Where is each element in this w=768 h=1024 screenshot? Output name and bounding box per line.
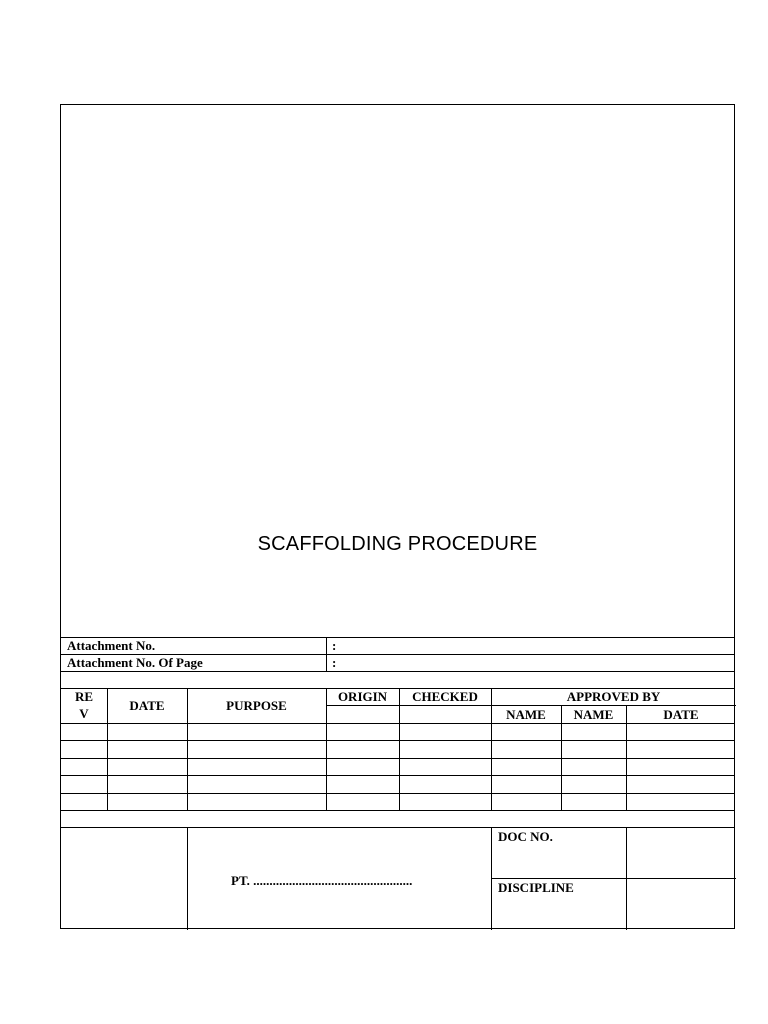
approved-name2-header: NAME (573, 707, 614, 722)
footer-right-divider (491, 878, 736, 879)
attachment-pages-label: Attachment No. Of Page (67, 655, 203, 670)
attachment-bottom-rule (61, 671, 734, 672)
revision-row-rule (61, 775, 734, 776)
approved-by-header: APPROVED BY (566, 689, 661, 704)
attachment-divider (326, 637, 327, 671)
document-title: SCAFFOLDING PROCEDURE (257, 533, 538, 555)
checked-header: CHECKED (412, 689, 478, 704)
origin-header: ORIGIN (337, 689, 388, 704)
subheader-rule (326, 705, 736, 706)
attachment-pages-separator: : (332, 655, 337, 670)
discipline-label: DISCIPLINE (498, 880, 574, 895)
footer-value-divider (626, 827, 627, 930)
approved-date-header: DATE (663, 707, 699, 722)
footer-company-divider (491, 827, 492, 930)
revision-row-rule (61, 758, 734, 759)
footer-logo-divider (187, 827, 188, 930)
purpose-col-divider (326, 688, 327, 810)
revision-row-rule (61, 740, 734, 741)
purpose-header: PURPOSE (226, 698, 287, 713)
attachment-no-label: Attachment No. (67, 638, 156, 653)
approved-name1-header: NAME (506, 707, 546, 722)
attachment-top-rule (61, 637, 734, 638)
rev-header-line2: V (79, 706, 89, 721)
company-name-line: PT. ................................................. (231, 873, 413, 888)
revision-header-bottom-rule (61, 723, 734, 724)
doc-no-label: DOC NO. (498, 829, 553, 844)
origin-col-divider (399, 688, 400, 810)
date-header: DATE (129, 698, 165, 713)
revision-table-bottom-rule (61, 810, 734, 811)
footer-top-rule (61, 827, 734, 828)
attachment-no-separator: : (332, 638, 337, 653)
document-frame (60, 104, 735, 929)
rev-header-line1: RE (74, 689, 94, 704)
revision-row-rule (61, 793, 734, 794)
